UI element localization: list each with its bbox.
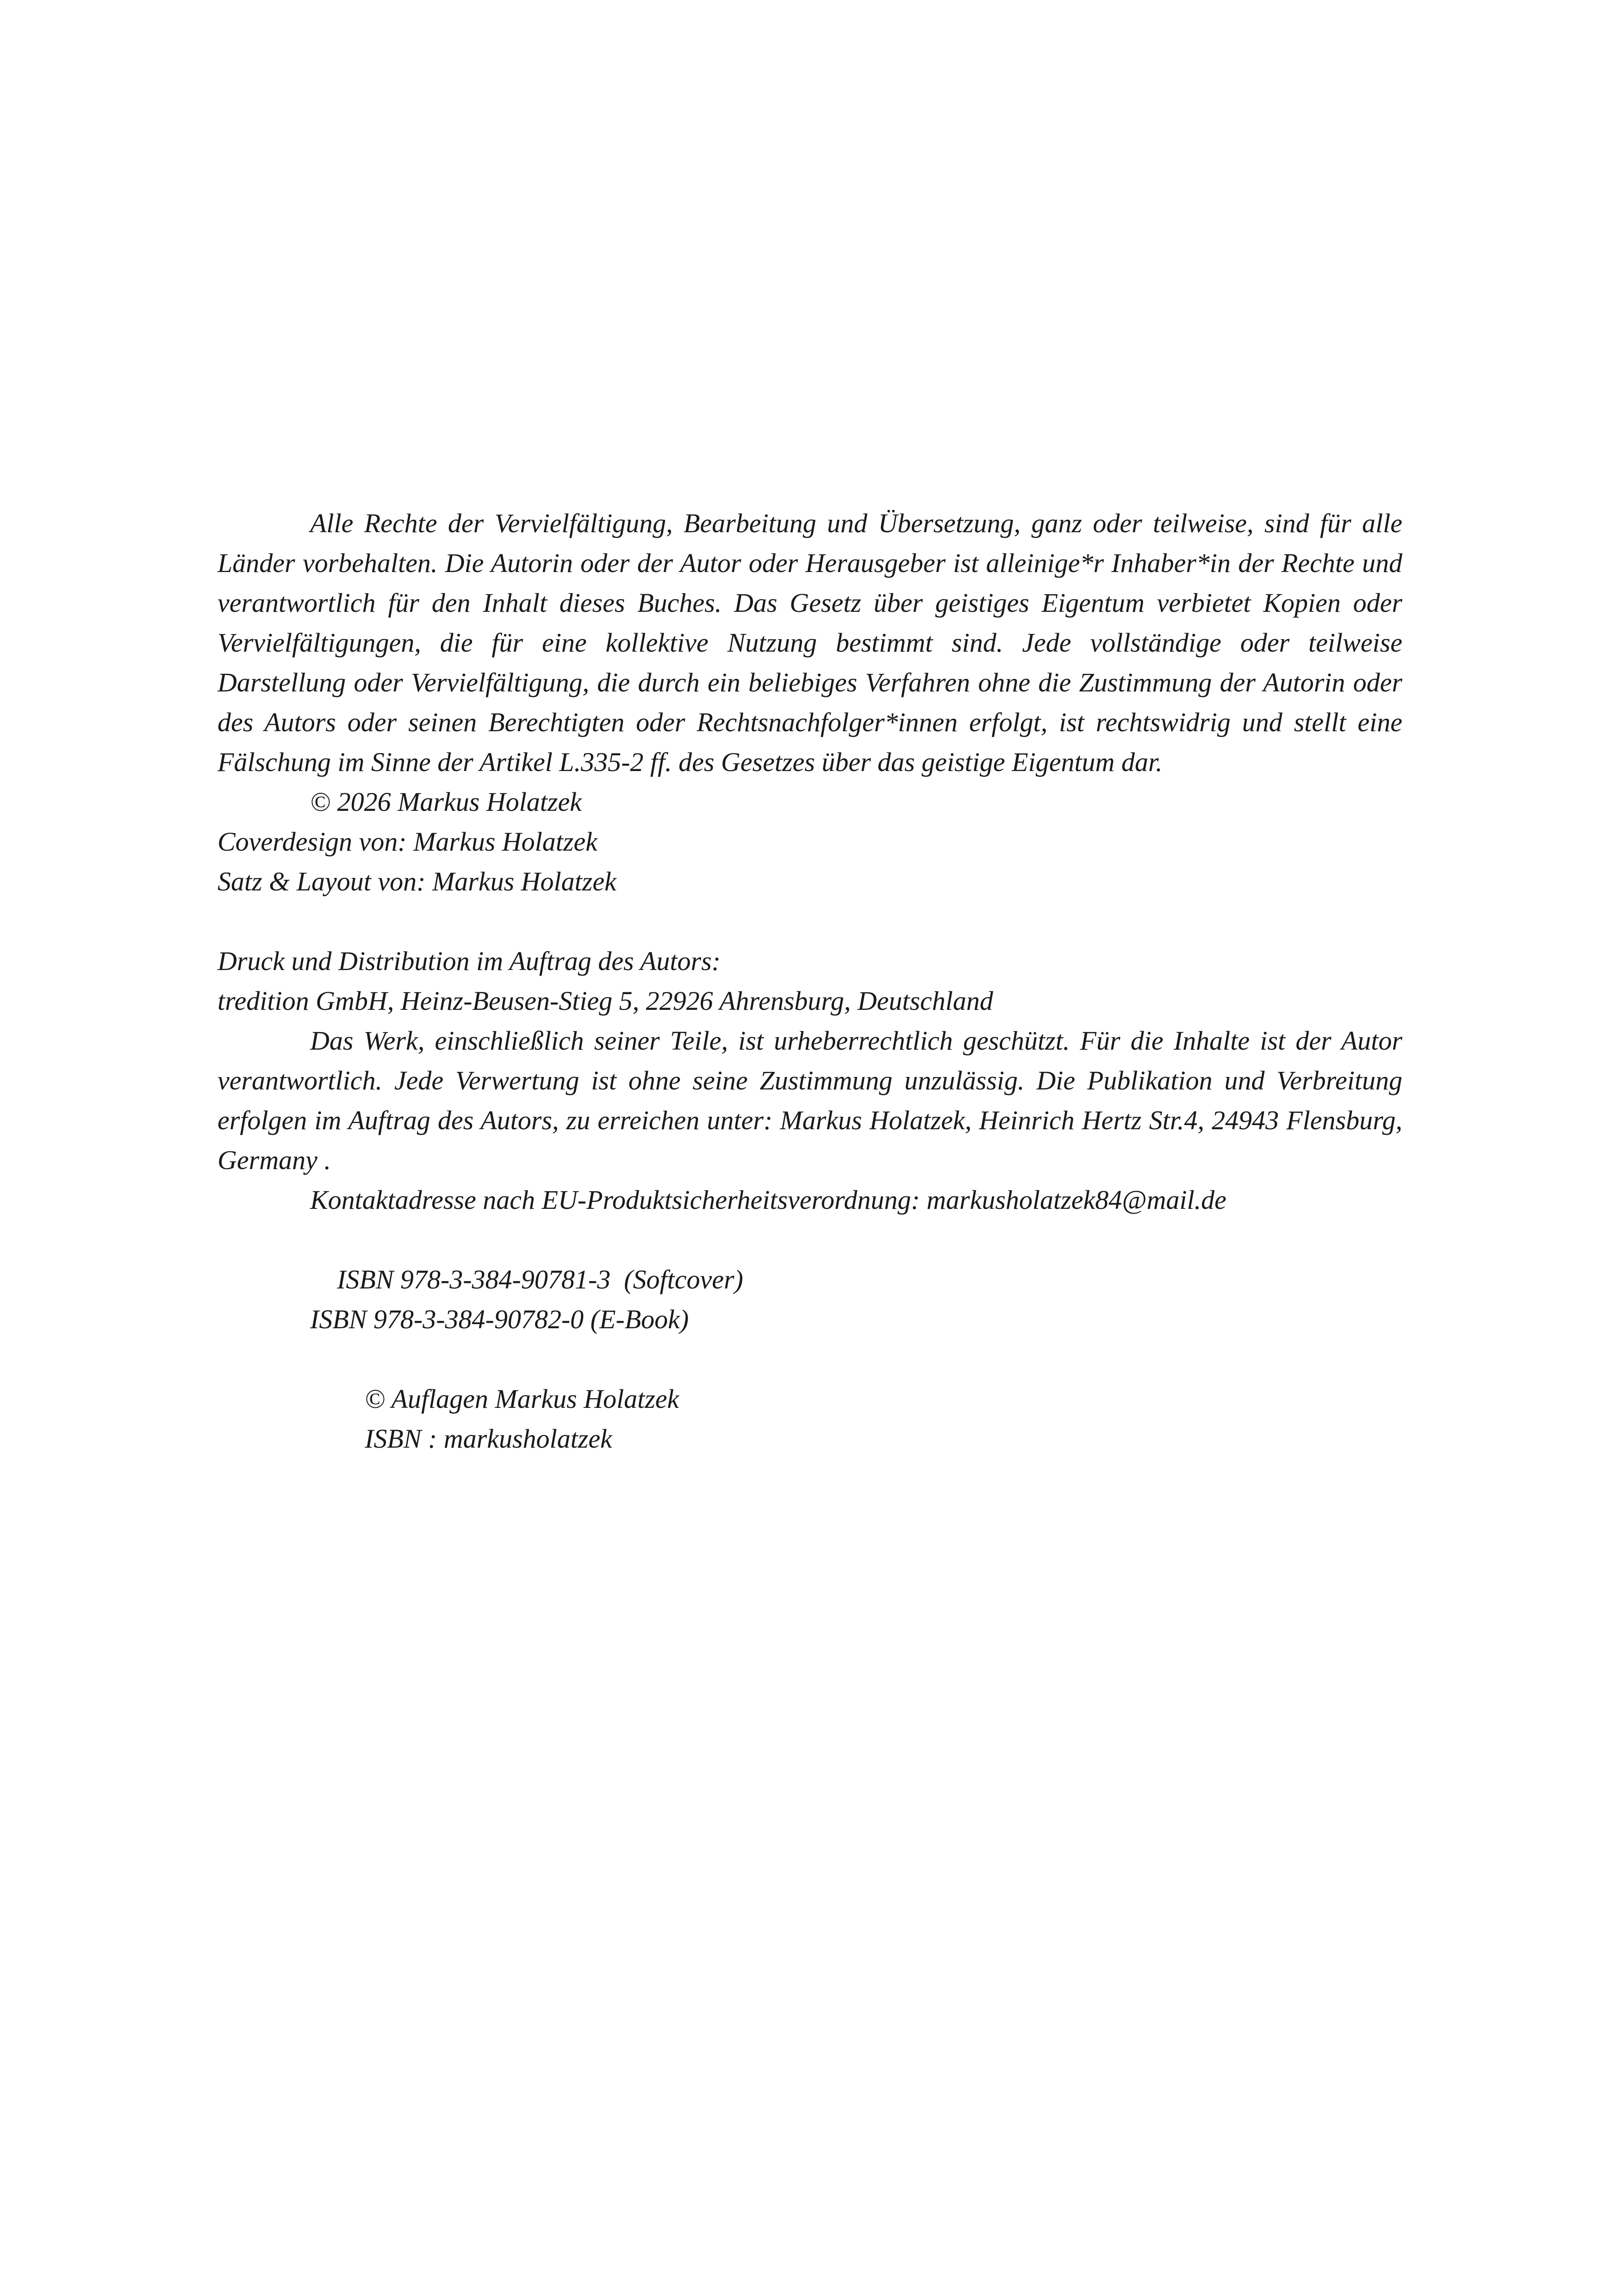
coverdesign-credit: Coverdesign von: Markus Holatzek (218, 827, 597, 857)
isbn-softcover: ISBN 978-3-384-90781-3 (Softcover) (337, 1264, 743, 1294)
work-notice: Das Werk, einschließlich seiner Teile, ist urheberrechtlich geschützt. Für die Inhalte ist der Autor verantwortlich. Jede Verwertung ist ohne seine Zustimmung unzulässig. Die Publikation und Verbreitung erfolgen im Auftrag des Autors, zu erreichen unter: Markus Holatzek, Heinrich Hertz Str.4, 24943 Flensburg, Germany . (218, 1026, 1402, 1175)
editions-line: © Auflagen Markus Holatzek (365, 1384, 679, 1414)
isbn-ebook: ISBN 978-3-384-90782-0 (E-Book) (310, 1304, 689, 1334)
imprint-block (218, 504, 1402, 1459)
print-heading: Druck und Distribution im Auftrag des Autors: (218, 946, 721, 976)
publisher-address: tredition GmbH, Heinz-Beusen-Stieg 5, 22926 Ahrensburg, Deutschland (218, 986, 993, 1016)
contact-address: Kontaktadresse nach EU-Produktsicherheitsverordnung: markusholatzek84@mail.de (310, 1185, 1226, 1215)
copyright-notice: Alle Rechte der Vervielfältigung, Bearbeitung und Übersetzung, ganz oder teilweise, sind für alle Länder vorbehalten. Die Autorin oder der Autor oder Herausgeber ist alleinige*r Inhaber*in der Rechte und verantwortlich für den Inhalt dieses Buches. Das Gesetz über geistiges Eigentum verbietet Kopien oder Vervielfältigungen, die für eine kollektive Nutzung bestimmt sind. Jede vollständige oder teilweise Darstellung oder Vervielfältigung, die durch ein beliebiges Verfahren ohne die Zustimmung der Autorin oder des Autors oder seinen Berechtigten oder Rechtsnachfolger*innen erfolgt, ist rechtswidrig und stellt eine Fälschung im Sinne der Artikel L.335-2 ff. des Gesetzes über das geistige Eigentum dar. (218, 508, 1402, 777)
layout-credit: Satz & Layout von: Markus Holatzek (218, 866, 616, 896)
isbn-handle: ISBN : markusholatzek (365, 1424, 612, 1454)
copyright-line: © 2026 Markus Holatzek (310, 787, 582, 817)
